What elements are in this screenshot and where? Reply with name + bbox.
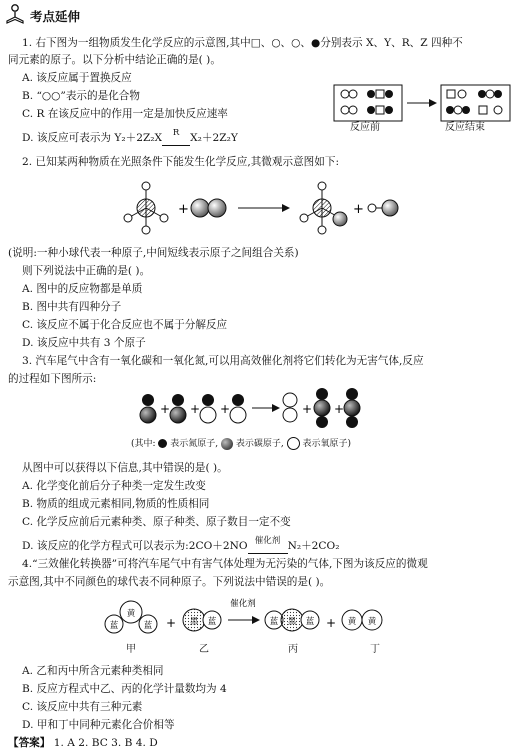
q2-stem: 则下列说法中正确的是( )。 [22, 265, 151, 277]
q4-label-yi: 乙 [199, 644, 209, 655]
q4-atom-black-1: 黑 [189, 617, 199, 627]
svg-text:+: + [160, 402, 171, 416]
q4-option-c: C. 该反应中共有三种元素 [22, 701, 143, 713]
svg-text:+: + [190, 402, 201, 416]
section-title: 考点延伸 [30, 8, 81, 24]
q4-atom-blue-5: 蓝 [305, 617, 315, 627]
q2-note: (说明:一种小球代表一种原子,中间短线表示原子之间组合关系) [8, 247, 299, 259]
q4-atom-blue-4: 蓝 [269, 617, 279, 627]
q4-option-b: B. 反应方程式中乙、丙的化学计量数均为 4 [22, 683, 227, 695]
q4-option-a: A. 乙和丙中所含元素种类相同 [22, 665, 164, 677]
q1-option-d: D. 该反应可表示为 Y₂＋2Z₂X R X₂＋2Z₂Y [22, 131, 238, 146]
svg-text:+: + [302, 402, 313, 416]
q1-fig-after-label: 反应结束 [445, 122, 485, 133]
q2-option-c: C. 该反应不属于化合反应也不属于分解反应 [22, 319, 228, 331]
answer-text: 1. A 2. BC 3. B 4. D [53, 737, 158, 749]
q4-atom-blue-1: 蓝 [109, 621, 119, 631]
q2-reaction-figure [120, 178, 400, 240]
q4-stem-line2: 示意图,其中不同颜色的球代表不同种原子。下列说法中错误的是( )。 [8, 576, 331, 588]
q1-condition-r: R [172, 128, 180, 139]
section-header [4, 4, 80, 30]
q1-option-c: C. R 在该反应中的作用一定是加快反应速率 [22, 108, 228, 120]
q4-reaction-figure [100, 596, 400, 644]
q4-label-jia: 甲 [126, 644, 136, 655]
q3-option-b: B. 物质的组成元素相同,物质的性质相同 [22, 498, 210, 510]
q4-label-bing: 丙 [288, 644, 298, 655]
q4-atom-black-2: 黑 [287, 617, 297, 627]
q4-atom-yellow-2: 黄 [347, 617, 357, 627]
q1-stem-line1: 1. 右下图为一组物质发生化学反应的示意图,其中□、○、○、●分别表示 X、Y、R、Z 四种不 [22, 37, 463, 49]
q2-option-b: B. 图中共有四种分子 [22, 301, 122, 313]
q3-reaction-figure [138, 388, 368, 436]
q4-atom-blue-3: 蓝 [207, 617, 217, 627]
q4-atom-yellow-3: 黄 [367, 617, 377, 627]
answer-label: 【答案】 [8, 737, 51, 749]
q4-label-ding: 丁 [370, 644, 380, 655]
q3-legend: (其中: 表示氮原子, 表示碳原子, 表示氧原子) [131, 439, 352, 449]
q1-option-b: B. “○○”表示的是化合物 [22, 90, 140, 102]
q3-stem-line2: 的过程如下图所示: [8, 373, 97, 385]
q4-catalyst-label: 催化剂 [230, 599, 256, 609]
q2-stem-line1: 2. 已知某两种物质在光照条件下能发生化学反应,其微观示意图如下: [22, 156, 340, 168]
carbon-atom-icon [221, 438, 233, 450]
q1-option-a: A. 该反应属于置换反应 [22, 72, 132, 84]
answer-key [8, 736, 158, 751]
reading-person-icon [4, 3, 26, 30]
q4-atom-yellow-1: 黄 [126, 609, 136, 619]
q3-option-c: C. 化学反应前后元素种类、原子种类、原子数目一定不变 [22, 516, 291, 528]
q1-stem-line2: 同元素的原子。以下分析中结论正确的是( )。 [8, 54, 221, 66]
oxygen-atom-icon [287, 437, 300, 450]
svg-text:+: + [178, 202, 189, 217]
svg-text:+: + [220, 402, 231, 416]
q3-option-a: A. 化学变化前后分子种类一定发生改变 [22, 480, 206, 492]
q3-stem-line1: 3. 汽车尾气中含有一氧化碳和一氧化氮,可以用高效催化剂将它们转化为无害气体,反应 [22, 355, 424, 367]
svg-text:+: + [326, 616, 337, 630]
q3-option-d: D. 该反应的化学方程式可以表示为:2CO＋2NO 催化剂 N₂＋2CO₂ [22, 539, 339, 554]
q2-option-d: D. 该反应中共有 3 个原子 [22, 337, 146, 349]
q3-stem: 从图中可以获得以下信息,其中错误的是( )。 [22, 462, 228, 474]
nitrogen-atom-icon [158, 439, 167, 448]
q4-option-d: D. 甲和丁中同种元素化合价相等 [22, 719, 175, 731]
q3-condition-catalyst: 催化剂 [254, 536, 281, 547]
svg-text:+: + [353, 202, 364, 217]
svg-text:+: + [334, 402, 345, 416]
svg-text:+: + [166, 616, 177, 630]
q4-stem-line1: 4.“三效催化转换器”可将汽车尾气中有害气体处理为无污染的气体,下图为该反应的微观 [22, 558, 428, 570]
q2-option-a: A. 图中的反应物都是单质 [22, 283, 143, 295]
q1-fig-before-label: 反应前 [350, 122, 380, 133]
q4-atom-blue-2: 蓝 [143, 621, 153, 631]
